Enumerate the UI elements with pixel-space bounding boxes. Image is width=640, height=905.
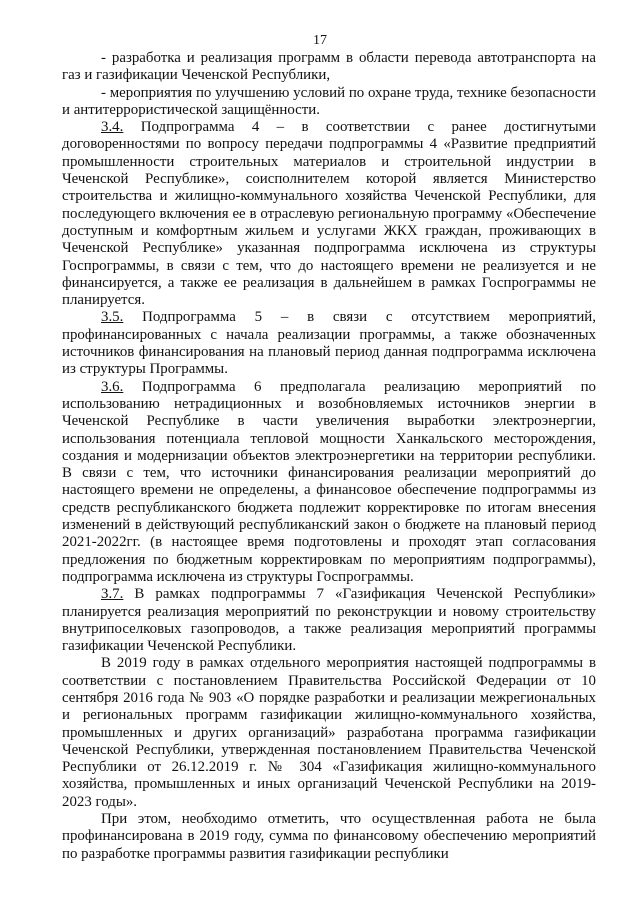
paragraph-text: Подпрограмма 5 – в связи с отсутствием мероприятий, профинансированных с начала реализации программы, а также обозначенных источников финансирования на плановый период данная подпрограмма исключена из структуры Программы.	[62, 309, 596, 378]
paragraph	[62, 119, 596, 309]
paragraph-text: В 2019 году в рамках отдельного мероприятия настоящей подпрограммы в соответствии с постановлением Правительства Российской Федерации от 10 сентября 2016 года № 903 «О порядке разработки и реализации межрегиональных и региональных программ газификации жилищно-коммунального хозяйства, промышленных и других организаций» разработана программа газификации Чеченской Республики, утвержденная постановлением Правительства Чеченской Республики от 26.12.2019 г. № 304 «Газификация жилищно-коммунального хозяйства, промышленных и иных организаций Чеченской Республики на 2019-2023 годы».	[62, 655, 596, 810]
paragraph-text: Подпрограмма 6 предполагала реализацию мероприятий по использованию нетрадиционных и возобновляемых источников энергии в Чеченской Республике в части увеличения выработки электроэнергии, использования потенциала тепловой мощности Ханкальского месторождения, создания и модернизации объектов электроэнергетики на территории республики. В связи с тем, что источники финансирования реализации мероприятий до настоящего времени не определены, а финансовое обеспечение подпрограммы из средств республиканского бюджета подлежит корректировке по итогам внесения изменений в действующий республиканский закон о бюджете на плановый период 2021-2022гг. (в настоящее время подготовлены и проходят этап согласования предложения по бюджетным корректировкам по мероприятиям подпрограммы), подпрограмма исключена из структуры Госпрограммы.	[62, 378, 596, 585]
paragraph	[62, 655, 596, 811]
paragraph	[62, 379, 596, 587]
section-number: 3.4.	[101, 119, 124, 136]
section-number: 3.5.	[101, 309, 124, 326]
paragraph-text: В рамках подпрограммы 7 «Газификация Чеченской Республики» планируется реализация мероприятий по реконструкции и новому строительству внутрипоселковых газопроводов, а также реализация мероприятий программы газификации Чеченской Республики.	[62, 586, 596, 655]
paragraph	[62, 811, 596, 863]
section-number: 3.7.	[101, 586, 124, 603]
paragraph-text: - разработка и реализация программ в области перевода автотранспорта на газ и газификации Чеченской Республики,	[62, 50, 596, 84]
paragraph	[62, 50, 596, 85]
paragraph	[62, 586, 596, 655]
paragraph	[62, 85, 596, 120]
paragraph-text: - мероприятия по улучшению условий по охране труда, технике безопасности и антитеррористической защищённости.	[62, 84, 596, 118]
paragraph	[62, 309, 596, 378]
page-number: 17	[313, 33, 327, 48]
paragraph-text: Подпрограмма 4 – в соответствии с ранее достигнутыми договоренностями по вопросу передачи подпрограммы 4 «Развитие предприятий промышленности строительных материалов и строительной индустрии в Чеченской Республике», соисполнителем которой является Министерство строительства и жилищно-коммунального хозяйства Чеченской Республики, для последующего включения ее в отраслевую региональную программу «Обеспечение доступным и комфортным жильем и услугами ЖКХ граждан, проживающих в Чеченской Республике» указанная подпрограмма исключена из структуры Госпрограммы, в связи с тем, что до настоящего времени не реализуется и не финансируется, а также ее реализация в дальнейшем в рамках Госпрограммы не планируется.	[62, 119, 596, 309]
section-number: 3.6.	[101, 378, 124, 395]
document-body	[62, 50, 596, 863]
paragraph-text: При этом, необходимо отметить, что осуществленная работа не была профинансирована в 2019 году, сумма по финансовому обеспечению мероприятий по разработке программы развития газификации республики	[62, 811, 596, 862]
